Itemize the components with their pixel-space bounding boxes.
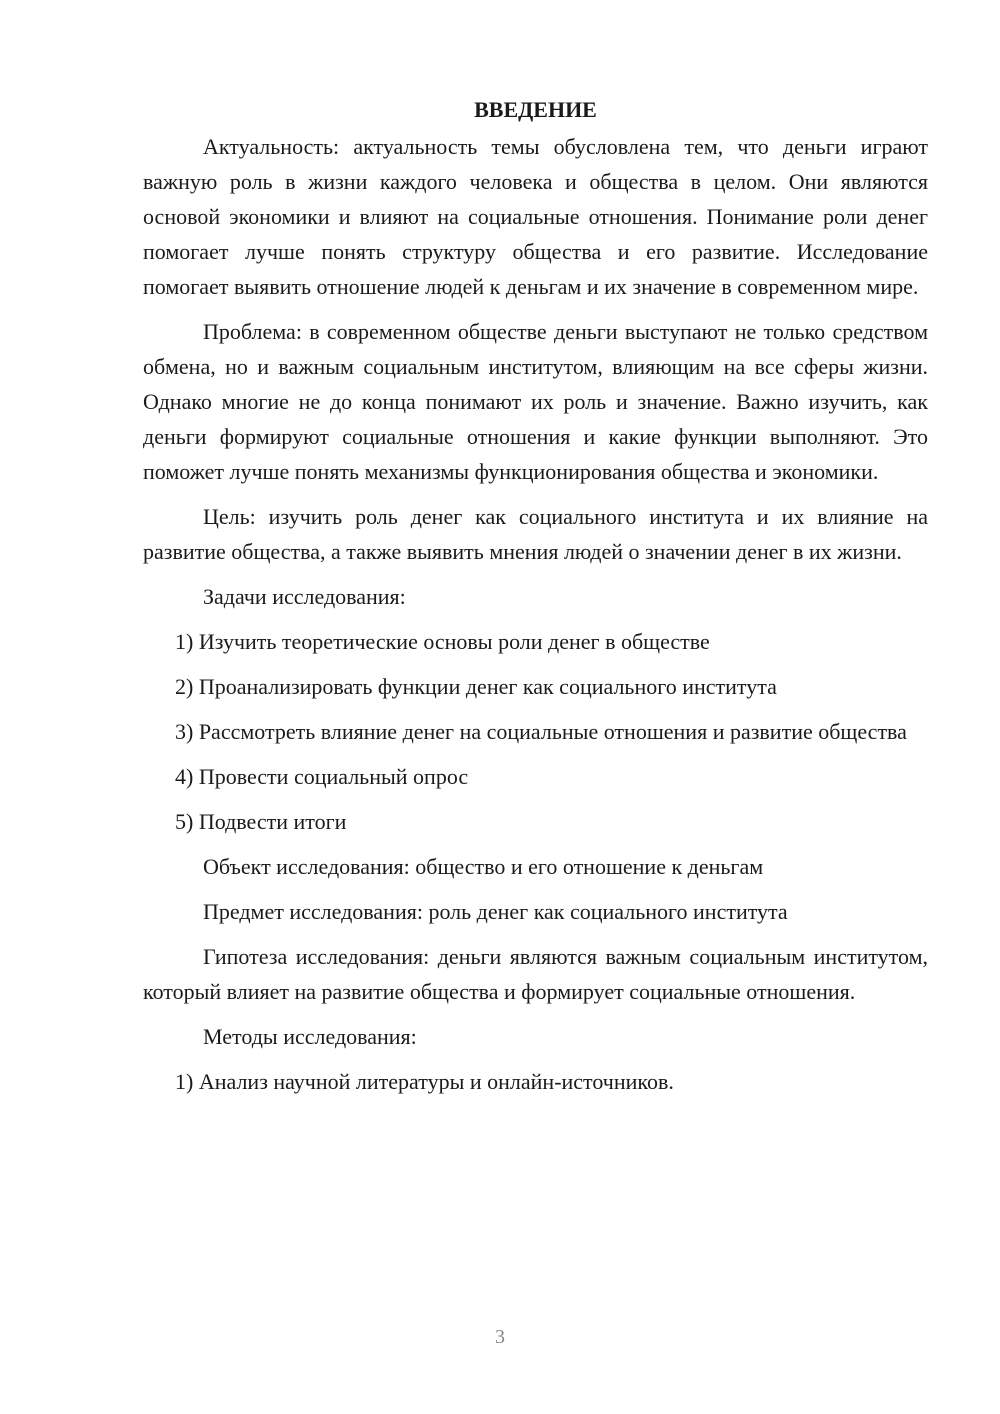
methods-heading: Методы исследования: [203,1024,417,1049]
tasks-heading: Задачи исследования: [203,584,406,609]
page-title: ВВЕДЕНИЕ [474,97,597,122]
document-page [143,92,928,1109]
subject-line: Предмет исследования: роль денег как социального института [203,899,788,924]
task-item-1: 1) Изучить теоретические основы роли денег в обществе [175,629,710,654]
task-item-3: 3) Рассмотреть влияние денег на социальные отношения и развитие общества [175,719,907,744]
task-item-2: 2) Проанализировать функции денег как социального института [175,674,777,699]
task-item-4: 4) Провести социальный опрос [175,764,469,789]
task-item-5: 5) Подвести итоги [175,809,347,834]
goal-paragraph: Цель: изучить роль денег как социального института и их влияние на развитие общества, а также выявить мнения людей о значении денег в их жизни. [143,504,928,564]
hypothesis-paragraph: Гипотеза исследования: деньги являются важным социальным институтом, который влияет на развитие общества и формирует социальные отношения. [143,944,928,1004]
page-number: 3 [495,1326,505,1348]
problem-paragraph: Проблема: в современном обществе деньги выступают не только средством обмена, но и важным социальным институтом, влияющим на все сферы жизни. Однако многие не до конца понимают их роль и значение. Важно изучить, как деньги формируют социальные отношения и какие функции выполняют. Это поможет лучше понять механизмы функционирования общества и экономики. [143,319,928,484]
method-item-1: 1) Анализ научной литературы и онлайн-источников. [175,1069,674,1094]
relevance-paragraph: Актуальность: актуальность темы обусловлена тем, что деньги играют важную роль в жизни каждого человека и общества в целом. Они являются основой экономики и влияют на социальные отношения. Понимание роли денег помогает лучше понять структуру общества и его развитие. Исследование помогает выявить отношение людей к деньгам и их значение в современном мире. [143,134,928,299]
object-line: Объект исследования: общество и его отношение к деньгам [203,854,764,879]
